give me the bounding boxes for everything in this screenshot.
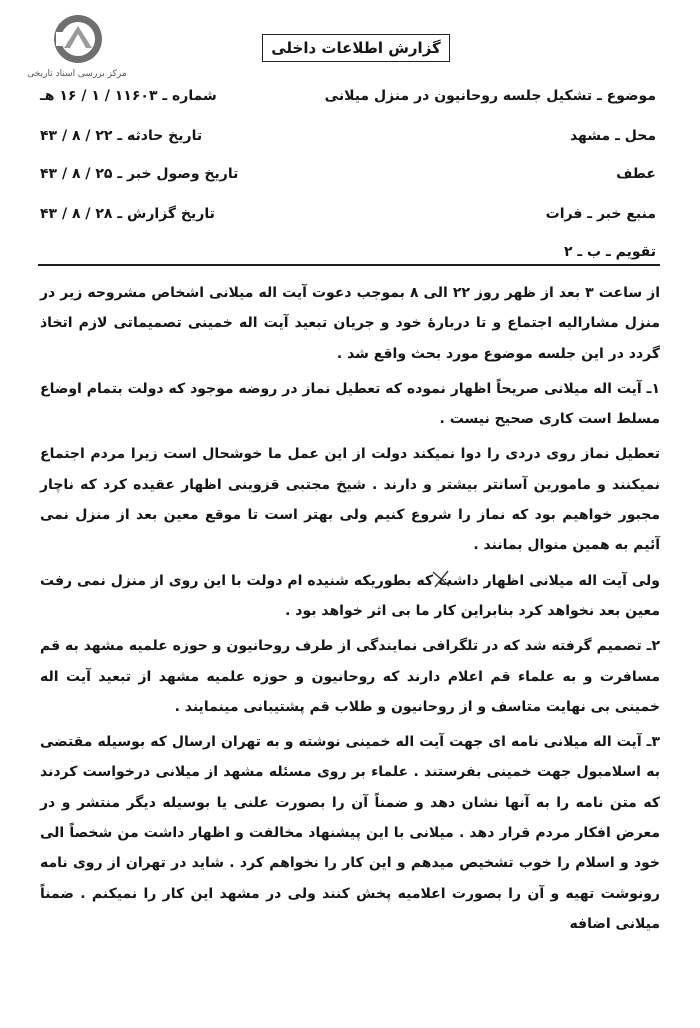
page-title: گزارش اطلاعات داخلی [262, 34, 450, 62]
paragraph-1: از ساعت ۳ بعد از ظهر روز ۲۲ الی ۸ بموجب دعوت آیت اله میلانی اشخاص مشروحه زیر در منزل مشارالیه اجتماع و تا دربارهٔ خود و جریان تبعید آیت اله خمینی تصمیماتی لازم اتخاذ گردد در این جلسه موضوع مورد بحث واقع شد . [40, 285, 660, 362]
incident-date-field: تاریخ حادثه ـ ۲۲ / ۸ / ۴۳ [40, 128, 203, 144]
number-field: شماره ـ ۱۱۶۰۳ / ۱ / ۱۶ هـ [40, 88, 217, 104]
pen-check-mark-icon [430, 568, 452, 590]
paragraph-2: ۱ـ آیت اله میلانی صریحاً اظهار نموده که تعطیل نماز در روضه موجود که دولت بتمام اوضاع مسلط است کاری صحیح نیست . [40, 380, 660, 428]
paragraph-4: ولی آیت اله میلانی اظهار داشت که بطوریکه شنیده ام دولت با این روی از منزل نمی رفت معین بعد نخواهد کرد بنابراین کار ما بی اثر خواهد بود . [40, 572, 660, 619]
subject-field: موضوع ـ تشکیل جلسه روحانیون در منزل میلانی [324, 88, 656, 104]
place-field: محل ـ مشهد [569, 128, 656, 144]
archive-logo [18, 12, 128, 84]
received-date-field: تاریخ وصول خبر ـ ۲۵ / ۸ / ۴۳ [40, 166, 239, 182]
header-divider [38, 264, 660, 266]
paragraph-6: ۳ـ آیت اله میلانی نامه ای جهت آیت اله خمینی نوشته و به تهران ارسال که بوسیله مقتضی به اسلامبول جهت خمینی بفرستند . علماء بر روی مسئله مشهد از میلانی درخواست کردند که متن نامه را به آنها نشان دهد و ضمناً آن را بصورت علنی یا بوسیله دیگر منتشر و در معرض افکار مردم قرار دهد . میلانی با این پیشنهاد مخالفت و اظهار داشت من شخصاً الی خود و اسلام را خوب تشخیص میدهم و این کار را نخواهم کرد . شاید در تهران از روی نامه رونوشت تهیه و آن را بصورت اعلامیه پخش کنند ولی در مشهد این کار را نمیکنم . ضمناً میلانی اضافه [40, 734, 660, 932]
report-body [40, 278, 660, 944]
paragraph-3: تعطیل نماز روی دردی را دوا نمیکند دولت از این عمل ما خوشحال است زیرا مردم اجتماع نمیکنند و مامورین آسانتر بیشتر و دارند . شیخ مجتبی قزوینی اظهار عقیده کرد که ناچار مجبور خواهیم بود که نماز را شروع کنیم ولی بهتر است تا موقع معین بعد از منزل نمی آئیم به همین منوال بمانند . [40, 446, 660, 554]
archive-logo-icon [52, 12, 104, 66]
logo-caption: مرکز بررسی اسناد تاریخی [27, 69, 127, 79]
report-date-field: تاریخ گزارش ـ ۲۸ / ۸ / ۴۳ [40, 206, 215, 222]
reference-field: عطف [616, 166, 656, 182]
evaluation-field: تقویم ـ ب ـ ۲ [563, 244, 656, 260]
paragraph-5: ۲ـ تصمیم گرفته شد که در تلگرافی نمایندگی از طرف روحانیون و حوزه علمیه مشهد به قم مسافرت و به علماء قم اعلام دارند که روحانیون و حوزه علمیه مشهد از تبعید آیت اله خمینی بی نهایت متاسف و از روحانیون و طلاب قم پشتیبانی مینمایند . [40, 638, 660, 715]
source-field: منبع خبر ـ فرات [545, 206, 656, 222]
